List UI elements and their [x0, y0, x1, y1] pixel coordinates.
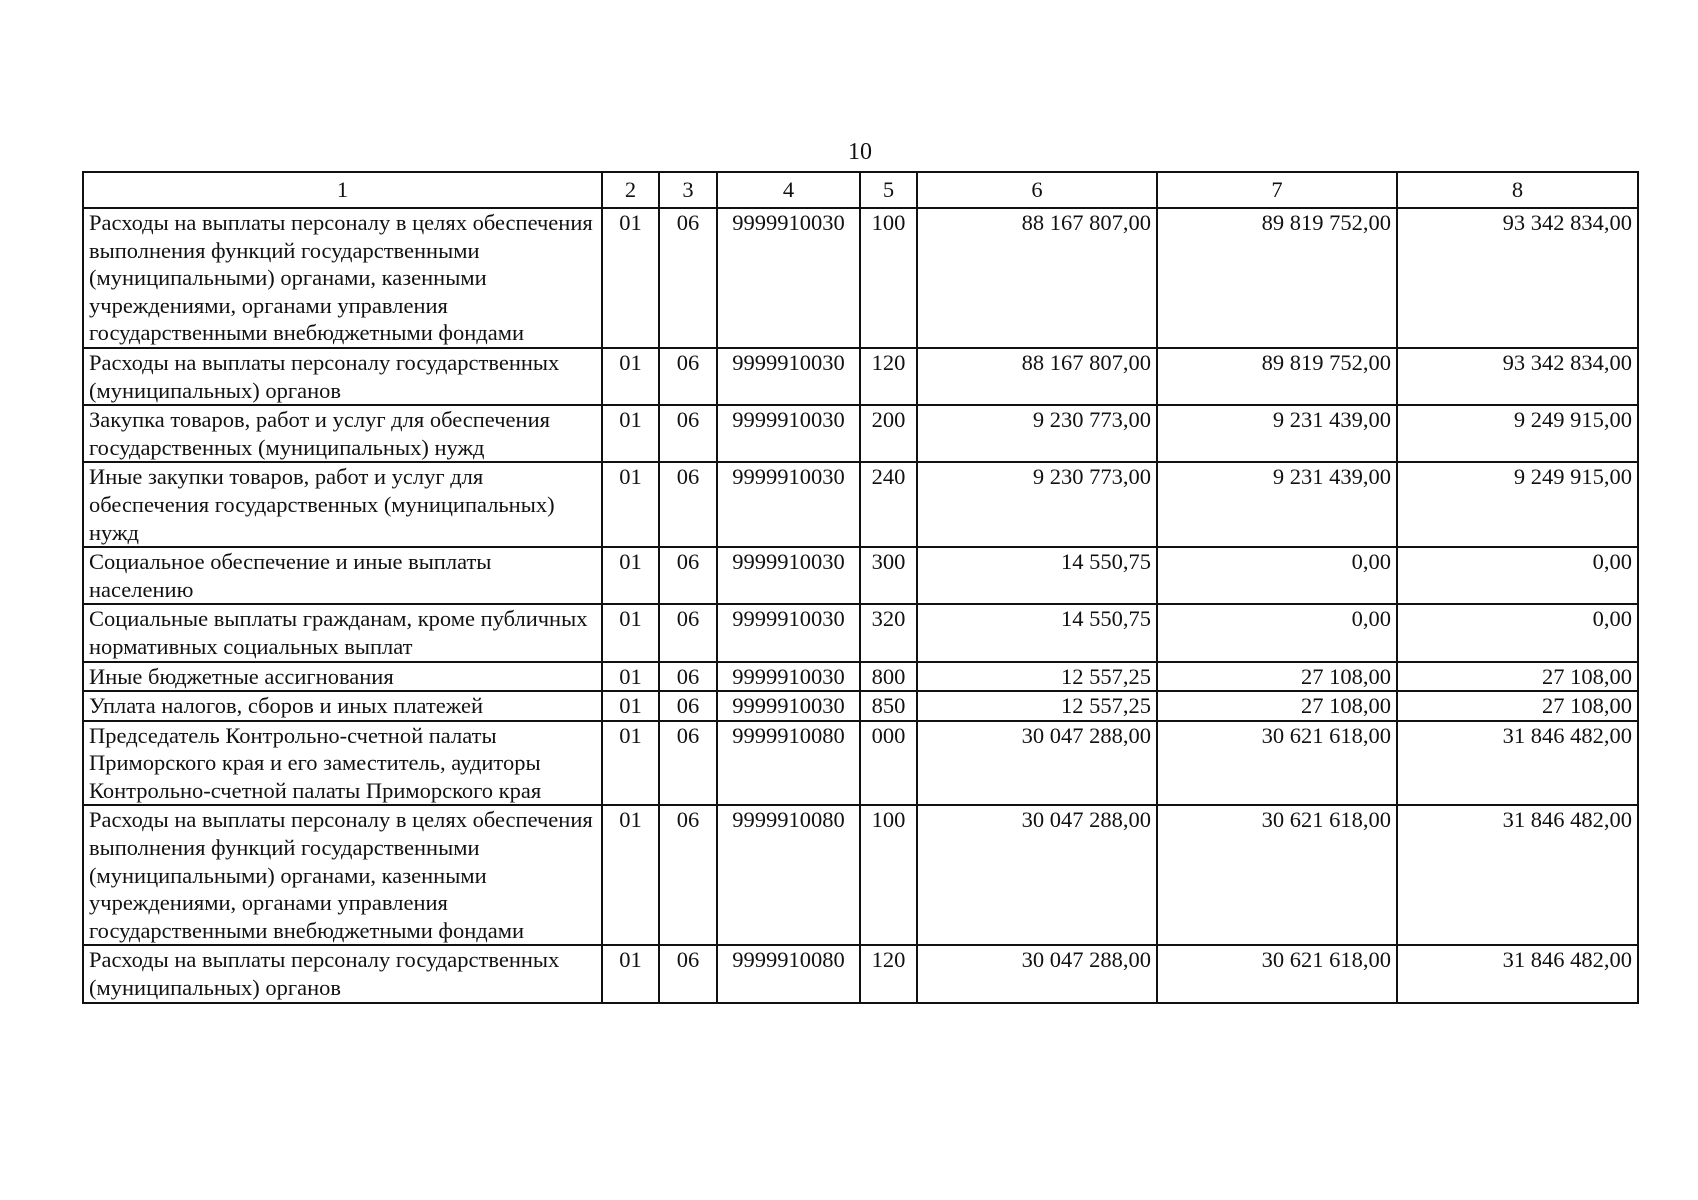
row-name: Расходы на выплаты персоналу в целях обеспечения выполнения функций государственными (муниципальными) органами, казенными учреждениями, органами управления государственными внебюджетными фондами: [83, 208, 602, 348]
expense-type-code: 100: [860, 208, 917, 348]
section-code: 01: [602, 208, 659, 348]
subsection-code: 06: [659, 945, 717, 1002]
amount-1: 9 230 773,00: [917, 462, 1157, 547]
budget-table: [82, 171, 1639, 1004]
amount-2: 0,00: [1157, 604, 1397, 661]
row-name: Социальные выплаты гражданам, кроме публичных нормативных социальных выплат: [83, 604, 602, 661]
section-code: 01: [602, 462, 659, 547]
row-name: Расходы на выплаты персоналу государственных (муниципальных) органов: [83, 348, 602, 405]
target-article-code: 9999910030: [717, 547, 860, 604]
amount-3: 31 846 482,00: [1397, 721, 1638, 806]
amount-1: 9 230 773,00: [917, 405, 1157, 462]
subsection-code: 06: [659, 547, 717, 604]
target-article-code: 9999910030: [717, 604, 860, 661]
table-row: [83, 547, 1638, 604]
subsection-code: 06: [659, 604, 717, 661]
amount-3: 93 342 834,00: [1397, 348, 1638, 405]
target-article-code: 9999910030: [717, 405, 860, 462]
table-row: [83, 208, 1638, 348]
table-row: [83, 662, 1638, 692]
section-code: 01: [602, 662, 659, 692]
row-name: Председатель Контрольно-счетной палаты Приморского края и его заместитель, аудиторы Контрольно-счетной палаты Приморского края: [83, 721, 602, 806]
amount-1: 12 557,25: [917, 691, 1157, 721]
subsection-code: 06: [659, 805, 717, 945]
column-header-expense-type: 5: [860, 172, 917, 208]
row-name: Иные бюджетные ассигнования: [83, 662, 602, 692]
amount-3: 9 249 915,00: [1397, 405, 1638, 462]
amount-3: 27 108,00: [1397, 691, 1638, 721]
target-article-code: 9999910080: [717, 721, 860, 806]
amount-1: 30 047 288,00: [917, 805, 1157, 945]
amount-2: 27 108,00: [1157, 691, 1397, 721]
column-header-section: 2: [602, 172, 659, 208]
amount-1: 14 550,75: [917, 604, 1157, 661]
amount-3: 27 108,00: [1397, 662, 1638, 692]
expense-type-code: 100: [860, 805, 917, 945]
amount-1: 12 557,25: [917, 662, 1157, 692]
subsection-code: 06: [659, 691, 717, 721]
amount-2: 89 819 752,00: [1157, 208, 1397, 348]
section-code: 01: [602, 604, 659, 661]
amount-2: 30 621 618,00: [1157, 805, 1397, 945]
amount-3: 93 342 834,00: [1397, 208, 1638, 348]
page-number: 10: [848, 139, 872, 165]
amount-2: 27 108,00: [1157, 662, 1397, 692]
amount-2: 9 231 439,00: [1157, 405, 1397, 462]
target-article-code: 9999910030: [717, 348, 860, 405]
amount-2: 89 819 752,00: [1157, 348, 1397, 405]
column-header-target-article: 4: [717, 172, 860, 208]
table-row: [83, 691, 1638, 721]
table-row: [83, 405, 1638, 462]
amount-1: 14 550,75: [917, 547, 1157, 604]
amount-2: 9 231 439,00: [1157, 462, 1397, 547]
amount-1: 88 167 807,00: [917, 348, 1157, 405]
expense-type-code: 000: [860, 721, 917, 806]
amount-1: 88 167 807,00: [917, 208, 1157, 348]
amount-3: 31 846 482,00: [1397, 805, 1638, 945]
expense-type-code: 200: [860, 405, 917, 462]
expense-type-code: 120: [860, 945, 917, 1002]
target-article-code: 9999910080: [717, 805, 860, 945]
subsection-code: 06: [659, 721, 717, 806]
row-name: Уплата налогов, сборов и иных платежей: [83, 691, 602, 721]
row-name: Закупка товаров, работ и услуг для обеспечения государственных (муниципальных) нужд: [83, 405, 602, 462]
column-header-amount-3: 8: [1397, 172, 1638, 208]
subsection-code: 06: [659, 208, 717, 348]
column-header-name: 1: [83, 172, 602, 208]
expense-type-code: 240: [860, 462, 917, 547]
row-name: Расходы на выплаты персоналу государственных (муниципальных) органов: [83, 945, 602, 1002]
column-header-amount-2: 7: [1157, 172, 1397, 208]
subsection-code: 06: [659, 662, 717, 692]
table-row: [83, 805, 1638, 945]
expense-type-code: 300: [860, 547, 917, 604]
subsection-code: 06: [659, 405, 717, 462]
amount-1: 30 047 288,00: [917, 945, 1157, 1002]
table-row: [83, 945, 1638, 1002]
table-row: [83, 604, 1638, 661]
subsection-code: 06: [659, 462, 717, 547]
amount-2: 0,00: [1157, 547, 1397, 604]
section-code: 01: [602, 945, 659, 1002]
amount-3: 0,00: [1397, 547, 1638, 604]
target-article-code: 9999910030: [717, 662, 860, 692]
target-article-code: 9999910030: [717, 691, 860, 721]
table-row: [83, 721, 1638, 806]
amount-1: 30 047 288,00: [917, 721, 1157, 806]
row-name: Иные закупки товаров, работ и услуг для обеспечения государственных (муниципальных) нужд: [83, 462, 602, 547]
table-row: [83, 348, 1638, 405]
row-name: Социальное обеспечение и иные выплаты населению: [83, 547, 602, 604]
amount-2: 30 621 618,00: [1157, 721, 1397, 806]
section-code: 01: [602, 348, 659, 405]
expense-type-code: 320: [860, 604, 917, 661]
section-code: 01: [602, 721, 659, 806]
amount-3: 0,00: [1397, 604, 1638, 661]
amount-2: 30 621 618,00: [1157, 945, 1397, 1002]
row-name: Расходы на выплаты персоналу в целях обеспечения выполнения функций государственными (муниципальными) органами, казенными учреждениями, органами управления государственными внебюджетными фондами: [83, 805, 602, 945]
expense-type-code: 850: [860, 691, 917, 721]
column-header-amount-1: 6: [917, 172, 1157, 208]
table-row: [83, 462, 1638, 547]
target-article-code: 9999910030: [717, 462, 860, 547]
header-row: [83, 172, 1638, 208]
table-body: [83, 208, 1638, 1003]
section-code: 01: [602, 405, 659, 462]
expense-type-code: 120: [860, 348, 917, 405]
section-code: 01: [602, 805, 659, 945]
target-article-code: 9999910030: [717, 208, 860, 348]
section-code: 01: [602, 547, 659, 604]
target-article-code: 9999910080: [717, 945, 860, 1002]
column-header-subsection: 3: [659, 172, 717, 208]
section-code: 01: [602, 691, 659, 721]
amount-3: 31 846 482,00: [1397, 945, 1638, 1002]
amount-3: 9 249 915,00: [1397, 462, 1638, 547]
expense-type-code: 800: [860, 662, 917, 692]
subsection-code: 06: [659, 348, 717, 405]
